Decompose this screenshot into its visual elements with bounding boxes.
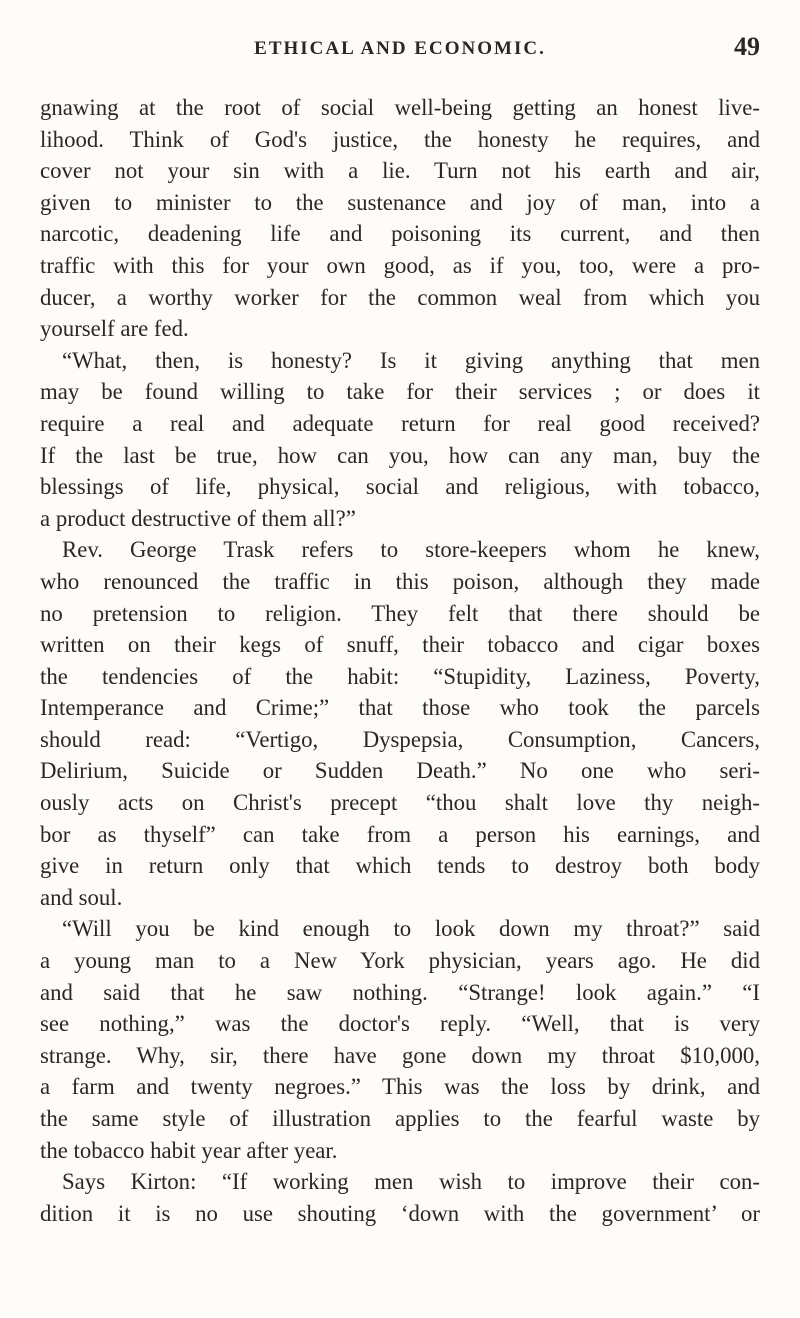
- text-line: yourself are fed.: [40, 316, 189, 342]
- text-line: the tobacco habit year after year.: [40, 1137, 338, 1163]
- text-line: written on their kegs of snuff, their tobacco and cigar boxes: [40, 632, 760, 658]
- text-line: strange. Why, sir, there have gone down my throat $10,000,: [40, 1042, 760, 1068]
- text-line: may be found willing to take for their services ; or does it: [40, 379, 760, 405]
- body-text: [40, 92, 760, 1229]
- text-line: blessings of life, physical, social and religious, with tobacco,: [40, 474, 760, 500]
- text-line: the tendencies of the habit: “Stupidity, Laziness, Poverty,: [40, 663, 760, 689]
- text-line: no pretension to religion. They felt that there should be: [40, 600, 760, 626]
- text-line: Intemperance and Crime;” that those who took the parcels: [40, 695, 760, 721]
- running-head: [40, 32, 760, 78]
- text-line: should read: “Vertigo, Dyspepsia, Consumption, Cancers,: [40, 726, 760, 752]
- text-line: a product destructive of them all?”: [40, 505, 356, 531]
- text-line: lihood. Think of God's justice, the honesty he requires, and: [40, 126, 760, 152]
- text-line: traffic with this for your own good, as if you, too, were a pro-: [40, 252, 760, 278]
- text-line: Rev. George Trask refers to store-keepers whom he knew,: [62, 537, 760, 563]
- text-line: dition it is no use shouting ‘down with the government’ or: [40, 1200, 760, 1226]
- running-head-title: ETHICAL AND ECONOMIC.: [254, 38, 546, 59]
- text-line: bor as thyself” can take from a person his earnings, and: [40, 821, 760, 847]
- text-line: cover not your sin with a lie. Turn not his earth and air,: [40, 158, 760, 184]
- text-line: a farm and twenty negroes.” This was the loss by drink, and: [40, 1074, 760, 1100]
- text-line: Says Kirton: “If working men wish to improve their con-: [62, 1169, 760, 1195]
- text-line: narcotic, deadening life and poisoning its current, and then: [40, 221, 760, 247]
- text-line: Delirium, Suicide or Sudden Death.” No one who seri-: [40, 758, 760, 784]
- text-line: a young man to a New York physician, years ago. He did: [40, 948, 760, 974]
- text-line: who renounced the traffic in this poison, although they made: [40, 568, 760, 594]
- text-line: gnawing at the root of social well-being getting an honest live-: [40, 95, 760, 120]
- text-line: and soul.: [40, 884, 123, 910]
- page-number: 49: [734, 32, 760, 61]
- text-line: see nothing,” was the doctor's reply. “Well, that is very: [40, 1011, 760, 1037]
- text-line: give in return only that which tends to destroy both body: [40, 853, 760, 879]
- text-line: If the last be true, how can you, how can any man, buy the: [40, 442, 760, 468]
- text-line: “What, then, is honesty? Is it giving anything that men: [62, 347, 760, 373]
- text-line: the same style of illustration applies to the fearful waste by: [40, 1106, 760, 1131]
- text-line: ously acts on Christ's precept “thou shalt love thy neigh-: [40, 790, 760, 816]
- text-line: given to minister to the sustenance and joy of man, into a: [40, 189, 760, 215]
- text-line: require a real and adequate return for real good received?: [40, 410, 760, 436]
- text-line: ducer, a worthy worker for the common weal from which you: [40, 284, 760, 310]
- text-line: and said that he saw nothing. “Strange! look again.” “I: [40, 979, 760, 1005]
- text-line: “Will you be kind enough to look down my throat?” said: [62, 916, 760, 942]
